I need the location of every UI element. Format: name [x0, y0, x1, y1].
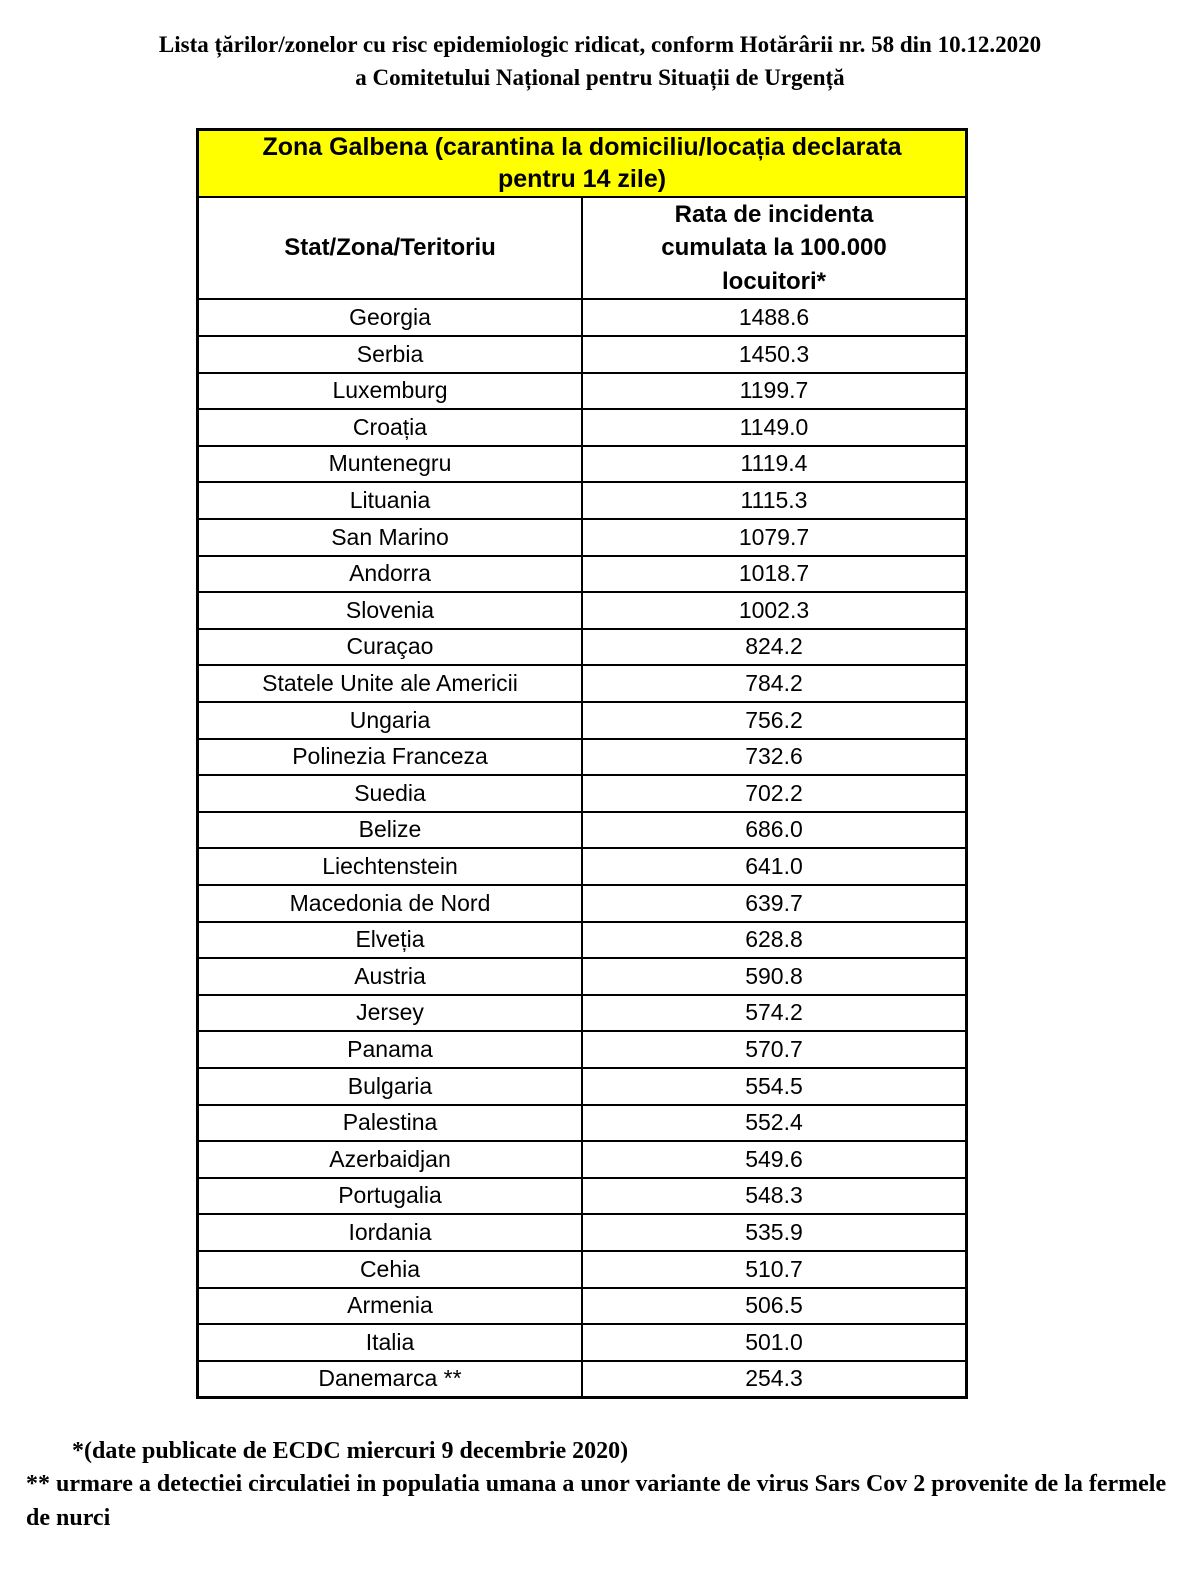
country-cell: San Marino [198, 519, 583, 556]
rate-cell: 510.7 [582, 1251, 967, 1288]
table-row [198, 1288, 967, 1325]
country-cell: Italia [198, 1324, 583, 1361]
country-cell: Austria [198, 958, 583, 995]
table-row [198, 1031, 967, 1068]
country-cell: Palestina [198, 1105, 583, 1142]
country-cell: Azerbaidjan [198, 1141, 583, 1178]
table-row [198, 812, 967, 849]
country-cell: Curaçao [198, 629, 583, 666]
rate-cell: 501.0 [582, 1324, 967, 1361]
country-cell: Iordania [198, 1214, 583, 1251]
country-cell: Luxemburg [198, 373, 583, 410]
footnotes [26, 1435, 1172, 1534]
rate-cell: 1079.7 [582, 519, 967, 556]
table-row [198, 775, 967, 812]
rate-cell: 1002.3 [582, 592, 967, 629]
country-cell: Panama [198, 1031, 583, 1068]
table-row [198, 336, 967, 373]
country-cell: Andorra [198, 556, 583, 593]
table-row [198, 1141, 967, 1178]
table-row [198, 1251, 967, 1288]
column-header-rate-label: Rata de incidenta cumulata la 100.000 locuitori* [661, 200, 887, 295]
country-cell: Croația [198, 409, 583, 446]
country-cell: Statele Unite ale Americii [198, 665, 583, 702]
table-row [198, 665, 967, 702]
table-row [198, 922, 967, 959]
rate-cell: 628.8 [582, 922, 967, 959]
rate-cell: 548.3 [582, 1178, 967, 1215]
rate-cell: 1149.0 [582, 409, 967, 446]
rate-cell: 1018.7 [582, 556, 967, 593]
country-cell: Suedia [198, 775, 583, 812]
rate-cell: 756.2 [582, 702, 967, 739]
rate-cell: 686.0 [582, 812, 967, 849]
country-cell: Danemarca ** [198, 1361, 583, 1398]
table-row [198, 373, 967, 410]
rate-cell: 641.0 [582, 848, 967, 885]
country-cell: Serbia [198, 336, 583, 373]
table-row [198, 409, 967, 446]
table-row [198, 1068, 967, 1105]
table-row [198, 299, 967, 336]
table-row [198, 482, 967, 519]
rate-cell: 639.7 [582, 885, 967, 922]
country-cell: Lituania [198, 482, 583, 519]
risk-table [196, 128, 968, 1400]
rate-cell: 549.6 [582, 1141, 967, 1178]
table-row [198, 848, 967, 885]
table-row [198, 995, 967, 1032]
country-cell: Portugalia [198, 1178, 583, 1215]
country-cell: Polinezia Franceza [198, 739, 583, 776]
rate-cell: 590.8 [582, 958, 967, 995]
country-cell: Muntenegru [198, 446, 583, 483]
zone-header-cell [198, 129, 967, 197]
table-row [198, 1178, 967, 1215]
country-cell: Belize [198, 812, 583, 849]
rate-cell: 535.9 [582, 1214, 967, 1251]
table-row [198, 556, 967, 593]
country-cell: Cehia [198, 1251, 583, 1288]
rate-cell: 554.5 [582, 1068, 967, 1105]
table-row [198, 446, 967, 483]
column-header-row [198, 197, 967, 300]
country-cell: Slovenia [198, 592, 583, 629]
table-row [198, 958, 967, 995]
table-row [198, 629, 967, 666]
risk-table-head [198, 129, 967, 299]
zone-header-row [198, 129, 967, 197]
rate-cell: 732.6 [582, 739, 967, 776]
column-header-country: Stat/Zona/Teritoriu [198, 197, 583, 300]
rate-cell: 570.7 [582, 1031, 967, 1068]
table-row [198, 885, 967, 922]
footnote-ecdc: *(date publicate de ECDC miercuri 9 decembrie 2020) [72, 1438, 629, 1465]
table-row [198, 1324, 967, 1361]
rate-cell: 702.2 [582, 775, 967, 812]
table-row [198, 1105, 967, 1142]
title-line-2: a Comitetului Național pentru Situații de Urgență [355, 65, 845, 91]
rate-cell: 1119.4 [582, 446, 967, 483]
country-cell: Jersey [198, 995, 583, 1032]
rate-cell: 1199.7 [582, 373, 967, 410]
table-row [198, 1361, 967, 1398]
column-header-rate [582, 197, 967, 300]
rate-cell: 1488.6 [582, 299, 967, 336]
rate-cell: 254.3 [582, 1361, 967, 1398]
zone-header-label: Zona Galbena (carantina la domiciliu/locația declarata pentru 14 zile) [262, 132, 902, 194]
footnote-mink-variant: ** urmare a detectiei circulatiei in populatia umana a unor variante de virus Sars Cov 2 provenite de la fermele de nurci [26, 1471, 1167, 1531]
country-cell: Armenia [198, 1288, 583, 1325]
rate-cell: 1450.3 [582, 336, 967, 373]
title-line-1: Lista țărilor/zonelor cu risc epidemiologic ridicat, conform Hotărârii nr. 58 din 10.12.2020 [158, 32, 1042, 57]
country-cell: Liechtenstein [198, 848, 583, 885]
rate-cell: 784.2 [582, 665, 967, 702]
table-row [198, 519, 967, 556]
country-cell: Ungaria [198, 702, 583, 739]
country-cell: Elveția [198, 922, 583, 959]
country-cell: Bulgaria [198, 1068, 583, 1105]
country-cell: Macedonia de Nord [198, 885, 583, 922]
risk-table-body [198, 299, 967, 1397]
table-row [198, 702, 967, 739]
rate-cell: 506.5 [582, 1288, 967, 1325]
table-row [198, 739, 967, 776]
rate-cell: 824.2 [582, 629, 967, 666]
rate-cell: 574.2 [582, 995, 967, 1032]
table-row [198, 1214, 967, 1251]
country-cell: Georgia [198, 299, 583, 336]
rate-cell: 1115.3 [582, 482, 967, 519]
document-title [0, 0, 1200, 95]
table-row [198, 592, 967, 629]
rate-cell: 552.4 [582, 1105, 967, 1142]
